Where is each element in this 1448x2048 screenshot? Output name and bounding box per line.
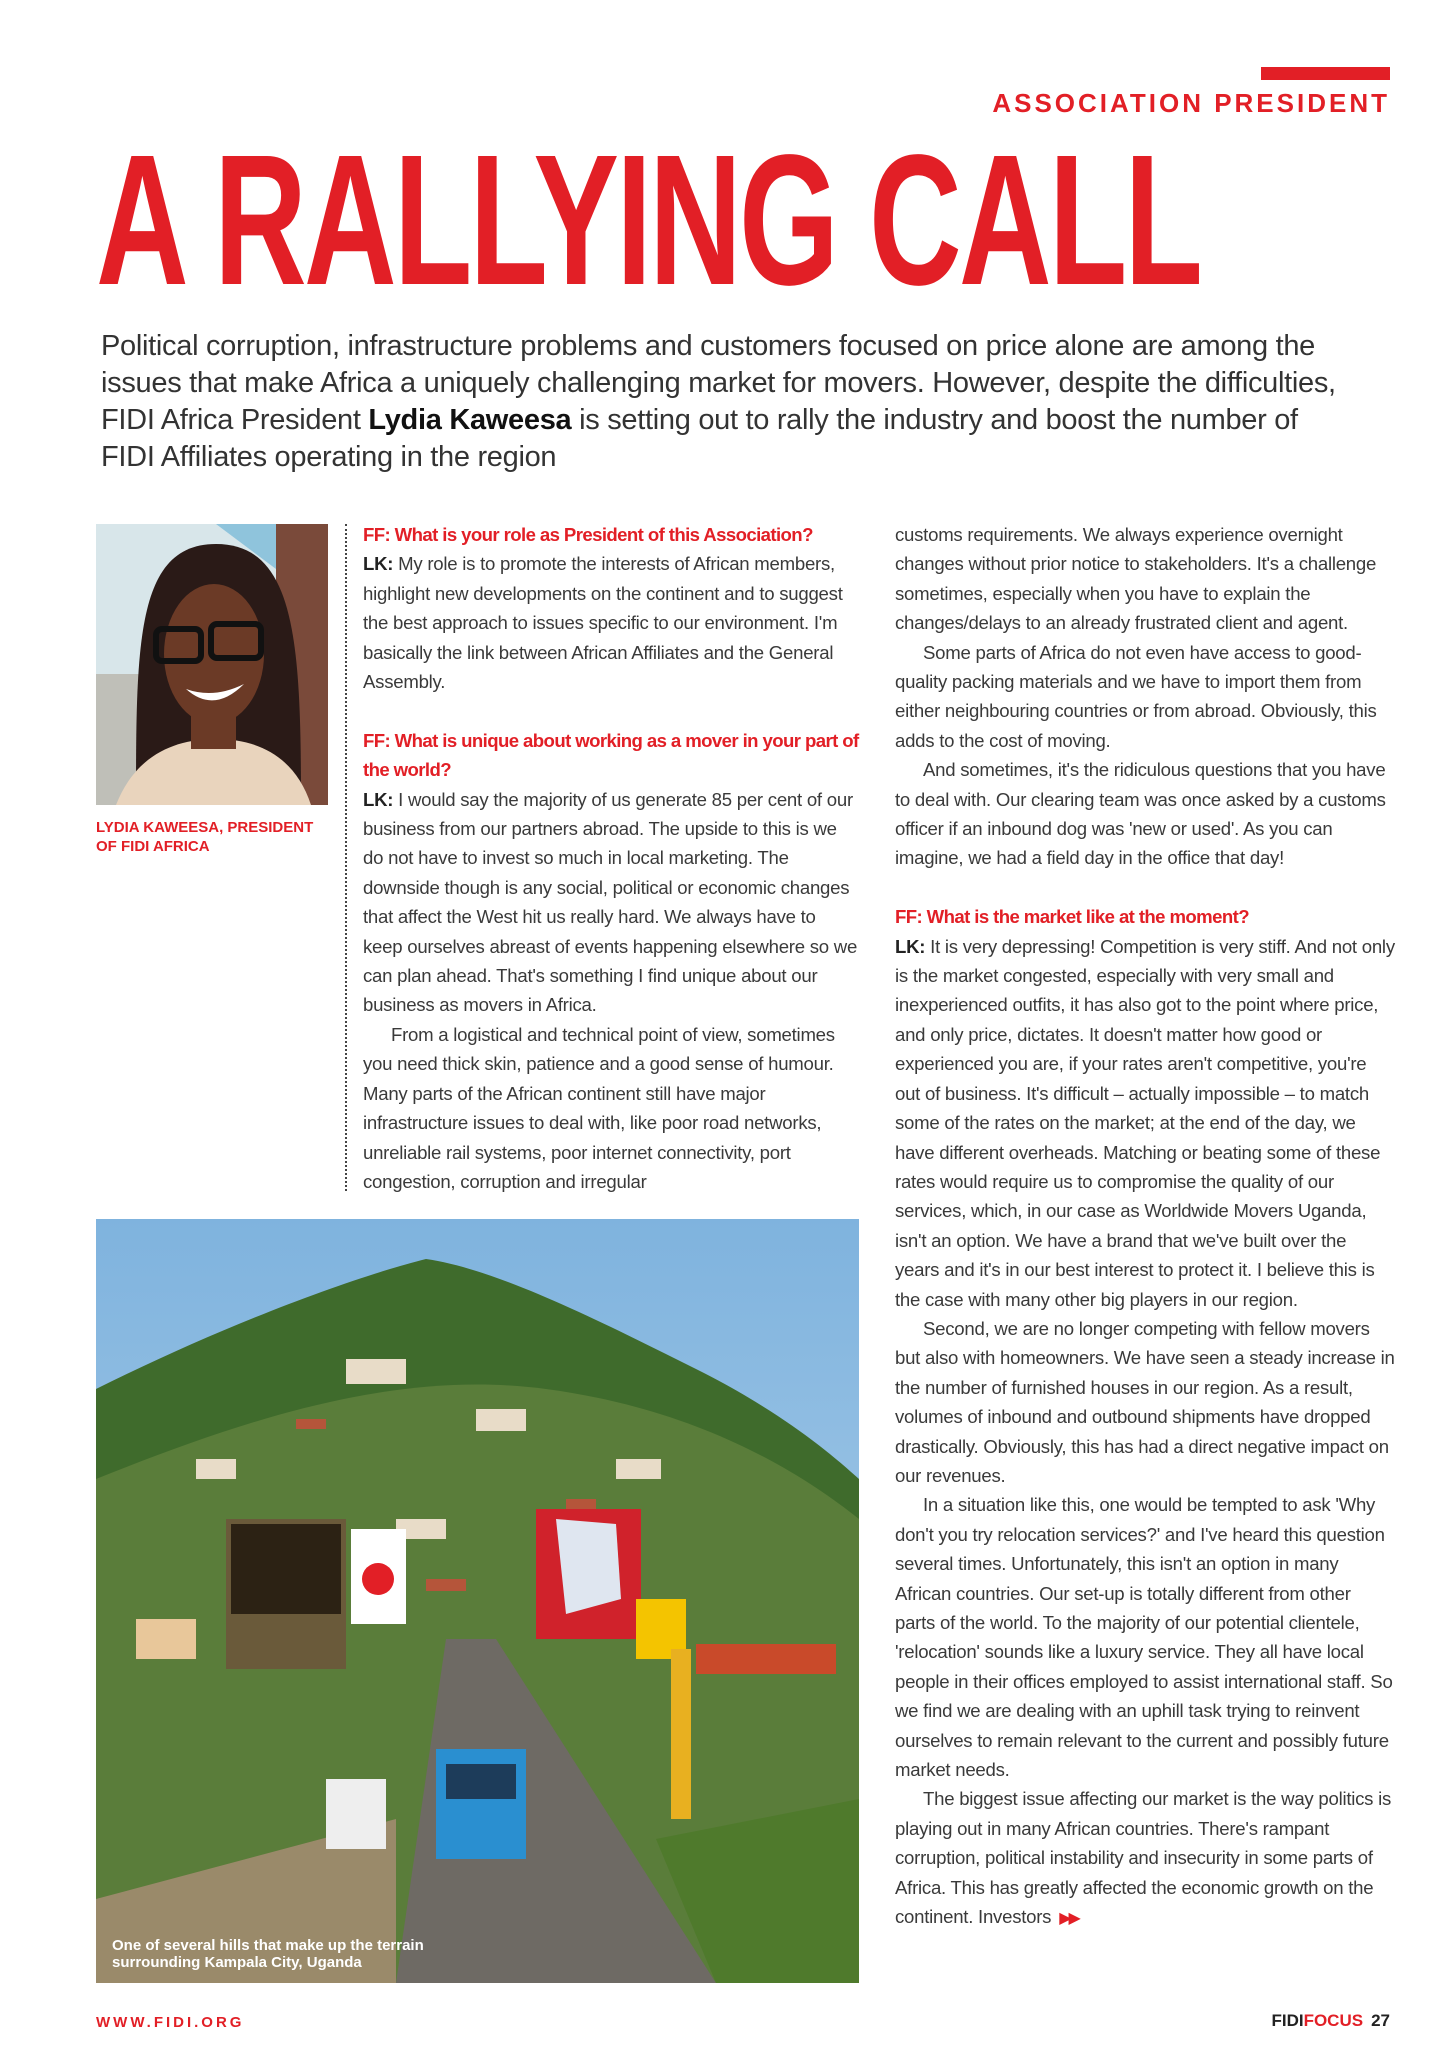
question-heading: FF: What is your role as President of this Association? bbox=[363, 524, 813, 545]
portrait-photo bbox=[96, 524, 328, 805]
answer-text: I would say the majority of us generate 85 per cent of our business from our partners abroad. The upside to this is we do not have to invest so much in local marketing. The downside though is any social, political or economic changes that affect the West hit us really hard. We always have to keep ourselves abreast of events happening elsewhere so we can plan ahead. That's something I find unique about our business as movers in Africa. bbox=[363, 788, 858, 1016]
answer-label: LK: bbox=[363, 788, 394, 810]
answer-label: LK: bbox=[363, 553, 394, 575]
paragraph: Some parts of Africa do not even have access to good-quality packing materials and we have to import them from either neighbouring countries or from abroad. Obviously, this adds to the cost of moving. bbox=[895, 641, 1377, 751]
intro-text: Political corruption, infrastructure problems and customers focused on price alone are among the issues that make Africa a uniquely challenging market for movers. However, despite the difficulties, FIDI Africa President bbox=[101, 330, 1336, 436]
article-standfirst bbox=[101, 328, 1351, 476]
question-heading: FF: What is unique about working as a mover in your part of the world? bbox=[363, 729, 859, 781]
footer-brand bbox=[1271, 2011, 1390, 2031]
intro-text-end: is setting out to rally the industry and boost the number of FIDI Affiliates operating in the region bbox=[101, 404, 1298, 473]
answer-text: It is very depressing! Competition is very stiff. And not only is the market congested, especially with very small and inexperienced outfits, it has also got to the point where price, and only price, dictates. It doesn't matter how good or experienced you are, if your rates aren't competitive, you're out of business. It's difficult – actually impossible – to match some of the rates on the market; at the end of the day, we have different overheads. Matching or beating some of these rates would require us to compromise the quality of our services, which, in our case as Worldwide Movers Uganda, isn't an option. We have a brand that we've built over the years and it's in our best interest to protect it. I believe this is the case with many other big players in our region. bbox=[895, 935, 1395, 1310]
brand-focus: FOCUS bbox=[1303, 2011, 1364, 2030]
article-column-2 bbox=[895, 520, 1395, 1933]
kampala-city-photo bbox=[96, 1219, 859, 1983]
article-column-1 bbox=[363, 520, 859, 1196]
photo-caption: One of several hills that make up the terrain surrounding Kampala City, Uganda bbox=[112, 1937, 424, 1971]
answer-text: My role is to promote the interests of African members, highlight new developments on the continent and to suggest the best approach to issues specific to our environment. I'm basically the link between African Affiliates and the General Assembly. bbox=[363, 553, 843, 693]
question-heading: FF: What is the market like at the moment? bbox=[895, 906, 1249, 928]
column-divider bbox=[345, 524, 347, 1191]
paragraph: The biggest issue affecting our market is the way politics is playing out in many African countries. There's rampant corruption, political instability and insecurity in some parts of Africa. This has greatly affected the economic growth on the continent. Investors bbox=[895, 1788, 1392, 1928]
page-number: 27 bbox=[1371, 2011, 1390, 2030]
footer-url-link[interactable]: WWW.FIDI.ORG bbox=[96, 2014, 245, 2031]
paragraph: And sometimes, it's the ridiculous questions that you have to deal with. Our clearing team was once asked by a customs officer if an inbound dog was 'new or used'. As you can imagine, we had a field day in the office that day! bbox=[895, 759, 1386, 869]
paragraph: Second, we are no longer competing with fellow movers but also with homeowners. We have seen a steady increase in the number of furnished houses in our region. As a result, volumes of inbound and outbound shipments have dropped drastically. Obviously, this has had a direct negative impact on our revenues. bbox=[895, 1317, 1395, 1486]
answer-label: LK: bbox=[895, 935, 926, 957]
portrait-caption: LYDIA KAWEESA, PRESIDENT OF FIDI AFRICA bbox=[96, 819, 314, 855]
intro-name: Lydia Kaweesa bbox=[368, 404, 572, 436]
double-arrow-right-icon: ▶▶ bbox=[1059, 1910, 1078, 1928]
brand-fidi: FIDI bbox=[1271, 2011, 1304, 2030]
section-label: ASSOCIATION PRESIDENT bbox=[992, 88, 1390, 118]
article-title: A RALLYING CALL bbox=[96, 117, 1201, 324]
section-accent-bar bbox=[1261, 67, 1390, 80]
paragraph: In a situation like this, one would be tempted to ask 'Why don't you try relocation services?' and I've heard this question several times. Unfortunately, this isn't an option in many African countries. Our set-up is totally different from other parts of the world. To the majority of our potential clientele, 'relocation' sounds like a luxury service. They all have local people in their offices employed to assist international staff. So we find we are dealing with an uphill task trying to reinvent ourselves to remain relevant to the current and possibly future market needs. bbox=[895, 1494, 1393, 1781]
paragraph: customs requirements. We always experience overnight changes without prior notice to stakeholders. It's a challenge sometimes, especially when you have to explain the changes/delays to an already frustrated client and agent. bbox=[895, 524, 1377, 634]
paragraph: From a logistical and technical point of view, sometimes you need thick skin, patience and a good sense of humour. Many parts of the African continent still have major infrastructure issues to deal with, like poor road networks, unreliable rail systems, poor internet connectivity, port congestion, corruption and irregular bbox=[363, 1023, 835, 1192]
